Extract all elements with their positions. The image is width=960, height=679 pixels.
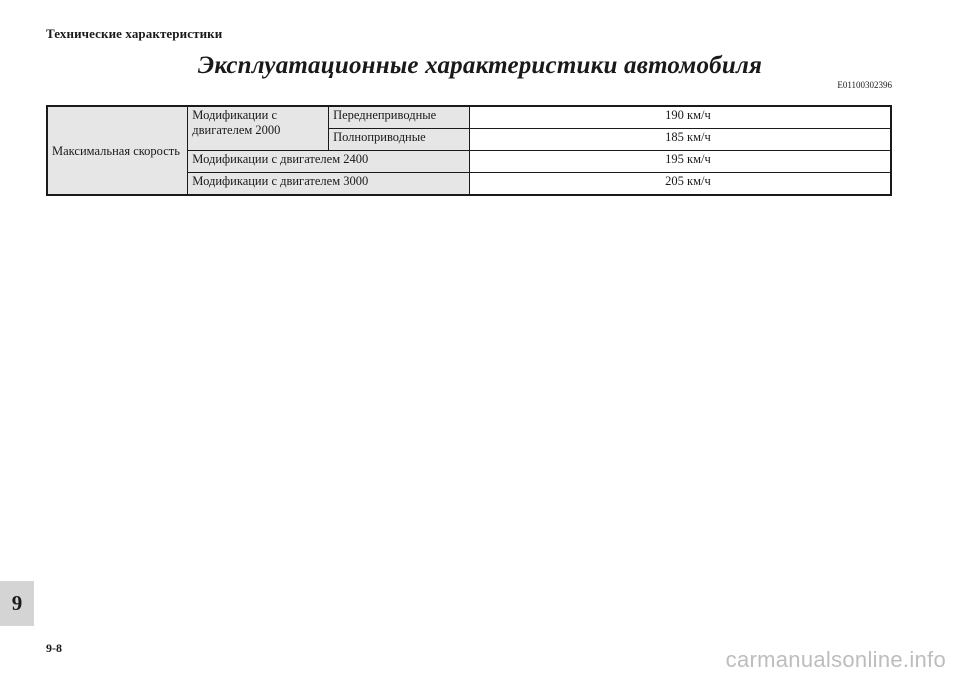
parameter-cell: Максимальная скорость	[47, 106, 188, 195]
speed-value-cell: 195 км/ч	[469, 151, 891, 173]
speed-value-cell: 190 км/ч	[469, 106, 891, 129]
engine-group-cell: Модификации с двигателем 2000	[188, 106, 329, 151]
drive-type-cell: Переднеприводные	[329, 106, 470, 129]
section-code: E01100302396	[837, 80, 892, 90]
engine-group-cell: Модификации с двигателем 2400	[188, 151, 470, 173]
drive-type-cell: Полноприводные	[329, 129, 470, 151]
running-header: Технические характеристики	[46, 26, 223, 41]
watermark: carmanualsonline.info	[725, 647, 946, 672]
speed-value-cell: 205 км/ч	[469, 173, 891, 196]
engine-group-cell: Модификации с двигателем 3000	[188, 173, 470, 196]
page-number: 9-8	[46, 641, 62, 655]
table-row	[47, 106, 891, 129]
chapter-tab: 9	[0, 581, 34, 626]
max-speed-table	[46, 105, 892, 196]
section-title: Эксплуатационные характеристики автомобиля	[197, 52, 763, 79]
speed-value-cell: 185 км/ч	[469, 129, 891, 151]
